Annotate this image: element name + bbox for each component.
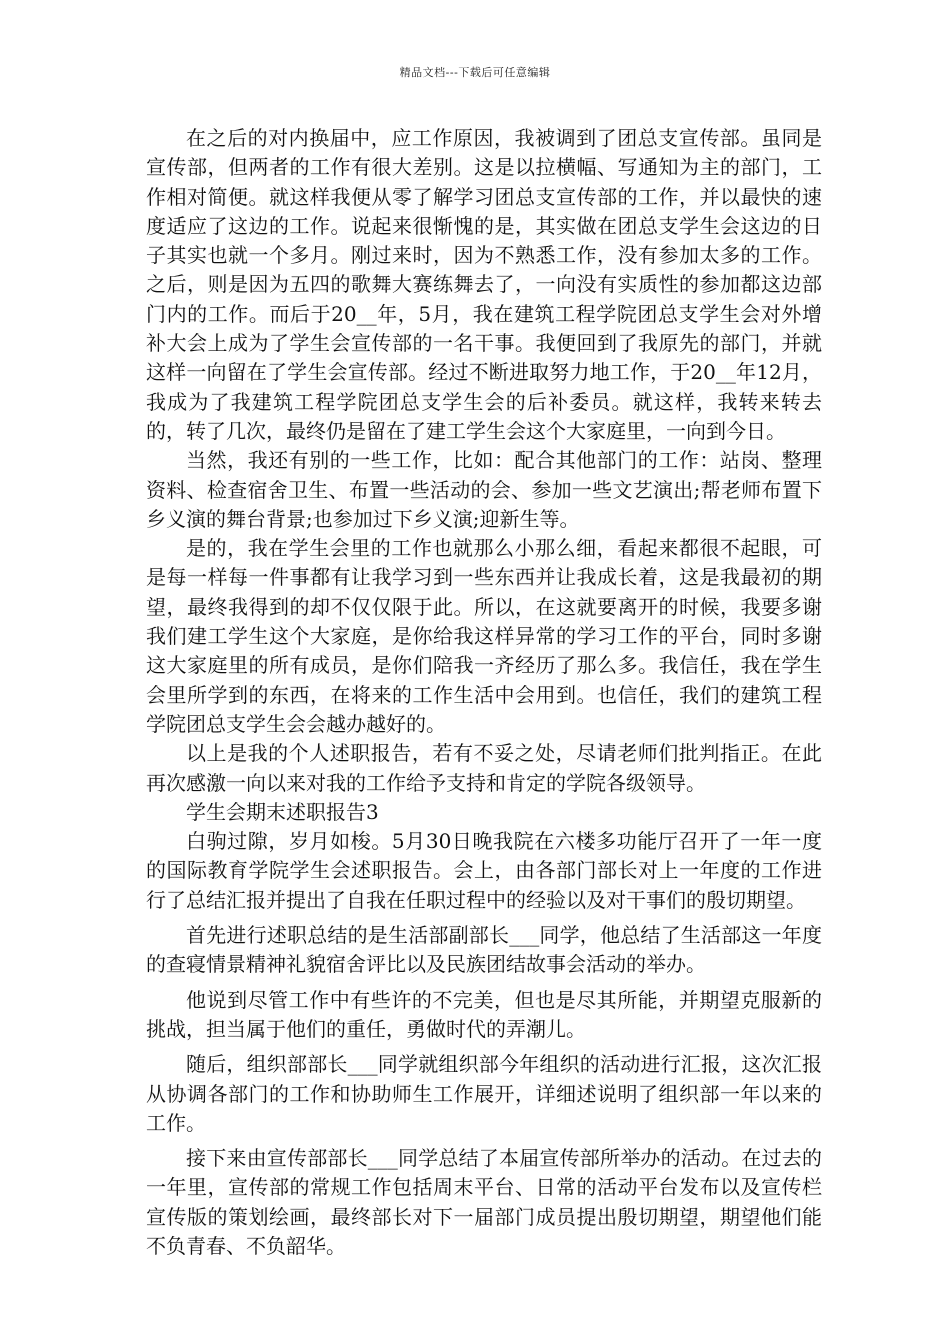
paragraph: 他说到尽管工作中有些许的不完美，但也是尽其所能，并期望克服新的挑战，担当属于他们的重任，勇做时代的弄潮儿。 bbox=[146, 987, 822, 1041]
section-heading: 学生会期末述职报告3 bbox=[186, 799, 379, 824]
paragraph: 随后，组织部部长___同学就组织部今年组织的活动进行汇报，这次汇报从协调各部门的工作和协助师生工作展开，详细述说明了组织部一年以来的工作。 bbox=[146, 1052, 822, 1135]
paragraph: 首先进行述职总结的是生活部副部长___同学，他总结了生活部这一年度的查寝情景精神礼貌宿舍评比以及民族团结故事会活动的举办。 bbox=[146, 923, 822, 977]
document-body bbox=[146, 124, 822, 1261]
paragraph: 在之后的对内换届中，应工作原因，我被调到了团总支宣传部。虽同是宣传部，但两者的工作有很大差别。这是以拉横幅、写通知为主的部门，工作相对简便。就这样我便从零了解学习团总支宣传部的工作，并以最快的速度适应了这边的工作。说起来很惭愧的是，其实做在团总支学生会这边的日子其实也就一个多月。刚过来时，因为不熟悉工作，没有参加太多的工作。之后，则是因为五四的歌舞大赛练舞去了，一向没有实质性的参加都这边部门内的工作。而后于20__年，5月，我在建筑工程学院团总支学生会对外增补大会上成为了学生会宣传部的一名干事。我便回到了我原先的部门，并就这样一向留在了学生会宣传部。经过不断进取努力地工作，于20__年12月，我成为了我建筑工程学院团总支学生会的后补委员。就这样，我转来转去的，转了几次，最终仍是留在了建工学生会这个大家庭里，一向到今日。 bbox=[146, 126, 822, 443]
paragraph: 白驹过隙，岁月如梭。5月30日晚我院在六楼多功能厅召开了一年一度的国际教育学院学生会述职报告。会上，由各部门部长对上一年度的工作进行了总结汇报并提出了自我在任职过程中的经验以及对干事们的殷切期望。 bbox=[146, 829, 822, 912]
paragraph: 是的，我在学生会里的工作也就那么小那么细，看起来都很不起眼，可是每一样每一件事都有让我学习到一些东西并让我成长着，这是我最初的期望，最终我得到的却不仅仅限于此。所以，在这就要离开的时候，我要多谢我们建工学生这个大家庭，是你给我这样异常的学习工作的平台，同时多谢这大家庭里的所有成员，是你们陪我一齐经历了那么多。我信任，我在学生会里所学到的东西，在将来的工作生活中会用到。也信任，我们的建筑工程学院团总支学生会会越办越好的。 bbox=[146, 536, 822, 736]
paragraph: 以上是我的个人述职报告，若有不妥之处，尽请老师们批判指正。在此再次感激一向以来对我的工作给予支持和肯定的学院各级领导。 bbox=[146, 741, 822, 795]
paragraph: 当然，我还有别的一些工作，比如：配合其他部门的工作：站岗、整理资料、检查宿舍卫生、布置一些活动的会、参加一些文艺演出;帮老师布置下乡义演的舞台背景;也参加过下乡义演;迎新生等。 bbox=[146, 448, 822, 531]
page-header: 精品文档---下载后可任意编辑 bbox=[399, 66, 551, 79]
paragraph: 接下来由宣传部部长___同学总结了本届宣传部所举办的活动。在过去的一年里，宣传部的常规工作包括周末平台、日常的活动平台发布以及宣传栏宣传版的策划绘画，最终部长对下一届部门成员提出殷切期望，期望他们能不负青春、不负韶华。 bbox=[146, 1146, 822, 1258]
